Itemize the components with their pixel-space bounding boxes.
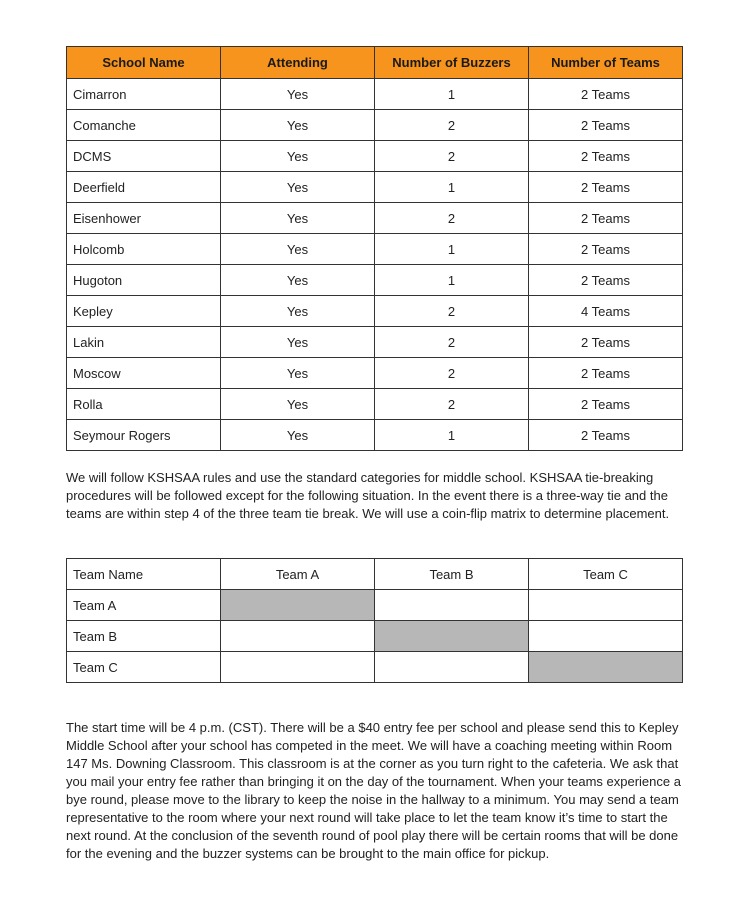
table-row [67,234,683,265]
attending-cell: Yes [221,296,375,327]
table-row [67,420,683,451]
buzzers-cell: 2 [375,358,529,389]
matrix-cell [375,652,529,683]
matrix-cell-shaded [221,590,375,621]
header-team-b: Team B [375,559,529,590]
matrix-header-row [67,559,683,590]
table-row [67,296,683,327]
row-label-team-a: Team A [67,590,221,621]
school-name-cell: DCMS [67,141,221,172]
table-row [67,265,683,296]
coin-flip-matrix-table [66,558,683,683]
teams-cell: 2 Teams [529,420,683,451]
attending-cell: Yes [221,389,375,420]
buzzers-cell: 2 [375,110,529,141]
teams-cell: 2 Teams [529,79,683,110]
buzzers-cell: 1 [375,234,529,265]
matrix-cell [221,621,375,652]
school-name-cell: Cimarron [67,79,221,110]
buzzers-cell: 1 [375,265,529,296]
teams-cell: 4 Teams [529,296,683,327]
teams-cell: 2 Teams [529,110,683,141]
matrix-cell-shaded [529,652,683,683]
table-row [67,203,683,234]
matrix-cell-shaded [375,621,529,652]
row-label-team-c: Team C [67,652,221,683]
teams-cell: 2 Teams [529,172,683,203]
table-row [67,621,683,652]
row-label-team-b: Team B [67,621,221,652]
teams-cell: 2 Teams [529,234,683,265]
school-name-cell: Lakin [67,327,221,358]
attending-cell: Yes [221,203,375,234]
buzzers-cell: 2 [375,141,529,172]
school-name-cell: Hugoton [67,265,221,296]
attending-cell: Yes [221,172,375,203]
buzzers-cell: 2 [375,389,529,420]
table-row [67,110,683,141]
school-name-cell: Eisenhower [67,203,221,234]
table-row [67,590,683,621]
table-row [67,389,683,420]
attending-cell: Yes [221,358,375,389]
teams-cell: 2 Teams [529,141,683,172]
schools-table [66,46,683,451]
teams-cell: 2 Teams [529,389,683,420]
school-name-cell: Kepley [67,296,221,327]
matrix-cell [529,590,683,621]
table-row [67,652,683,683]
attending-cell: Yes [221,79,375,110]
schools-header-row [67,47,683,79]
header-team-a: Team A [221,559,375,590]
buzzers-cell: 2 [375,327,529,358]
attending-cell: Yes [221,234,375,265]
school-name-cell: Holcomb [67,234,221,265]
buzzers-cell: 1 [375,420,529,451]
attending-cell: Yes [221,110,375,141]
attending-cell: Yes [221,327,375,358]
buzzers-cell: 2 [375,296,529,327]
buzzers-cell: 2 [375,203,529,234]
attending-cell: Yes [221,420,375,451]
school-name-cell: Deerfield [67,172,221,203]
matrix-cell [221,652,375,683]
school-name-cell: Moscow [67,358,221,389]
rules-paragraph: We will follow KSHSAA rules and use the standard categories for middle school. KSHSAA tie-breaking procedures will be followed except for the following situation. In the event there is a three-way tie and the teams are within step 4 of the three team tie break. We will use a coin-flip matrix to determine placement. [66,470,670,521]
teams-cell: 2 Teams [529,358,683,389]
table-row [67,141,683,172]
header-number-of-teams: Number of Teams [529,47,683,79]
attending-cell: Yes [221,265,375,296]
teams-cell: 2 Teams [529,203,683,234]
header-team-c: Team C [529,559,683,590]
info-paragraph: The start time will be 4 p.m. (CST). There will be a $40 entry fee per school and please send this to Kepley Middle School after your school has competed in the meet. We will have a coaching meeting within Room 147 Ms. Downing Classroom. This classroom is at the corner as you turn right to the cafeteria. We ask that you mail your entry fee rather than bringing it on the day of the tournament. When your teams experience a bye round, please move to the library to keep the noise in the hallway to a minimum. You may send a team representative to the room where your next round will take place to let the team know it’s time to start the next round. At the conclusion of the seventh round of pool play there will be certain rooms that will be done for the evening and the buzzer systems can be brought to the main office for pickup. [66,720,681,861]
table-row [67,327,683,358]
teams-cell: 2 Teams [529,265,683,296]
header-team-name: Team Name [67,559,221,590]
header-school-name: School Name [67,47,221,79]
school-name-cell: Rolla [67,389,221,420]
header-number-of-buzzers: Number of Buzzers [375,47,529,79]
school-name-cell: Comanche [67,110,221,141]
buzzers-cell: 1 [375,79,529,110]
matrix-cell [529,621,683,652]
table-row [67,172,683,203]
attending-cell: Yes [221,141,375,172]
header-attending: Attending [221,47,375,79]
table-row [67,79,683,110]
matrix-cell [375,590,529,621]
school-name-cell: Seymour Rogers [67,420,221,451]
teams-cell: 2 Teams [529,327,683,358]
buzzers-cell: 1 [375,172,529,203]
table-row [67,358,683,389]
